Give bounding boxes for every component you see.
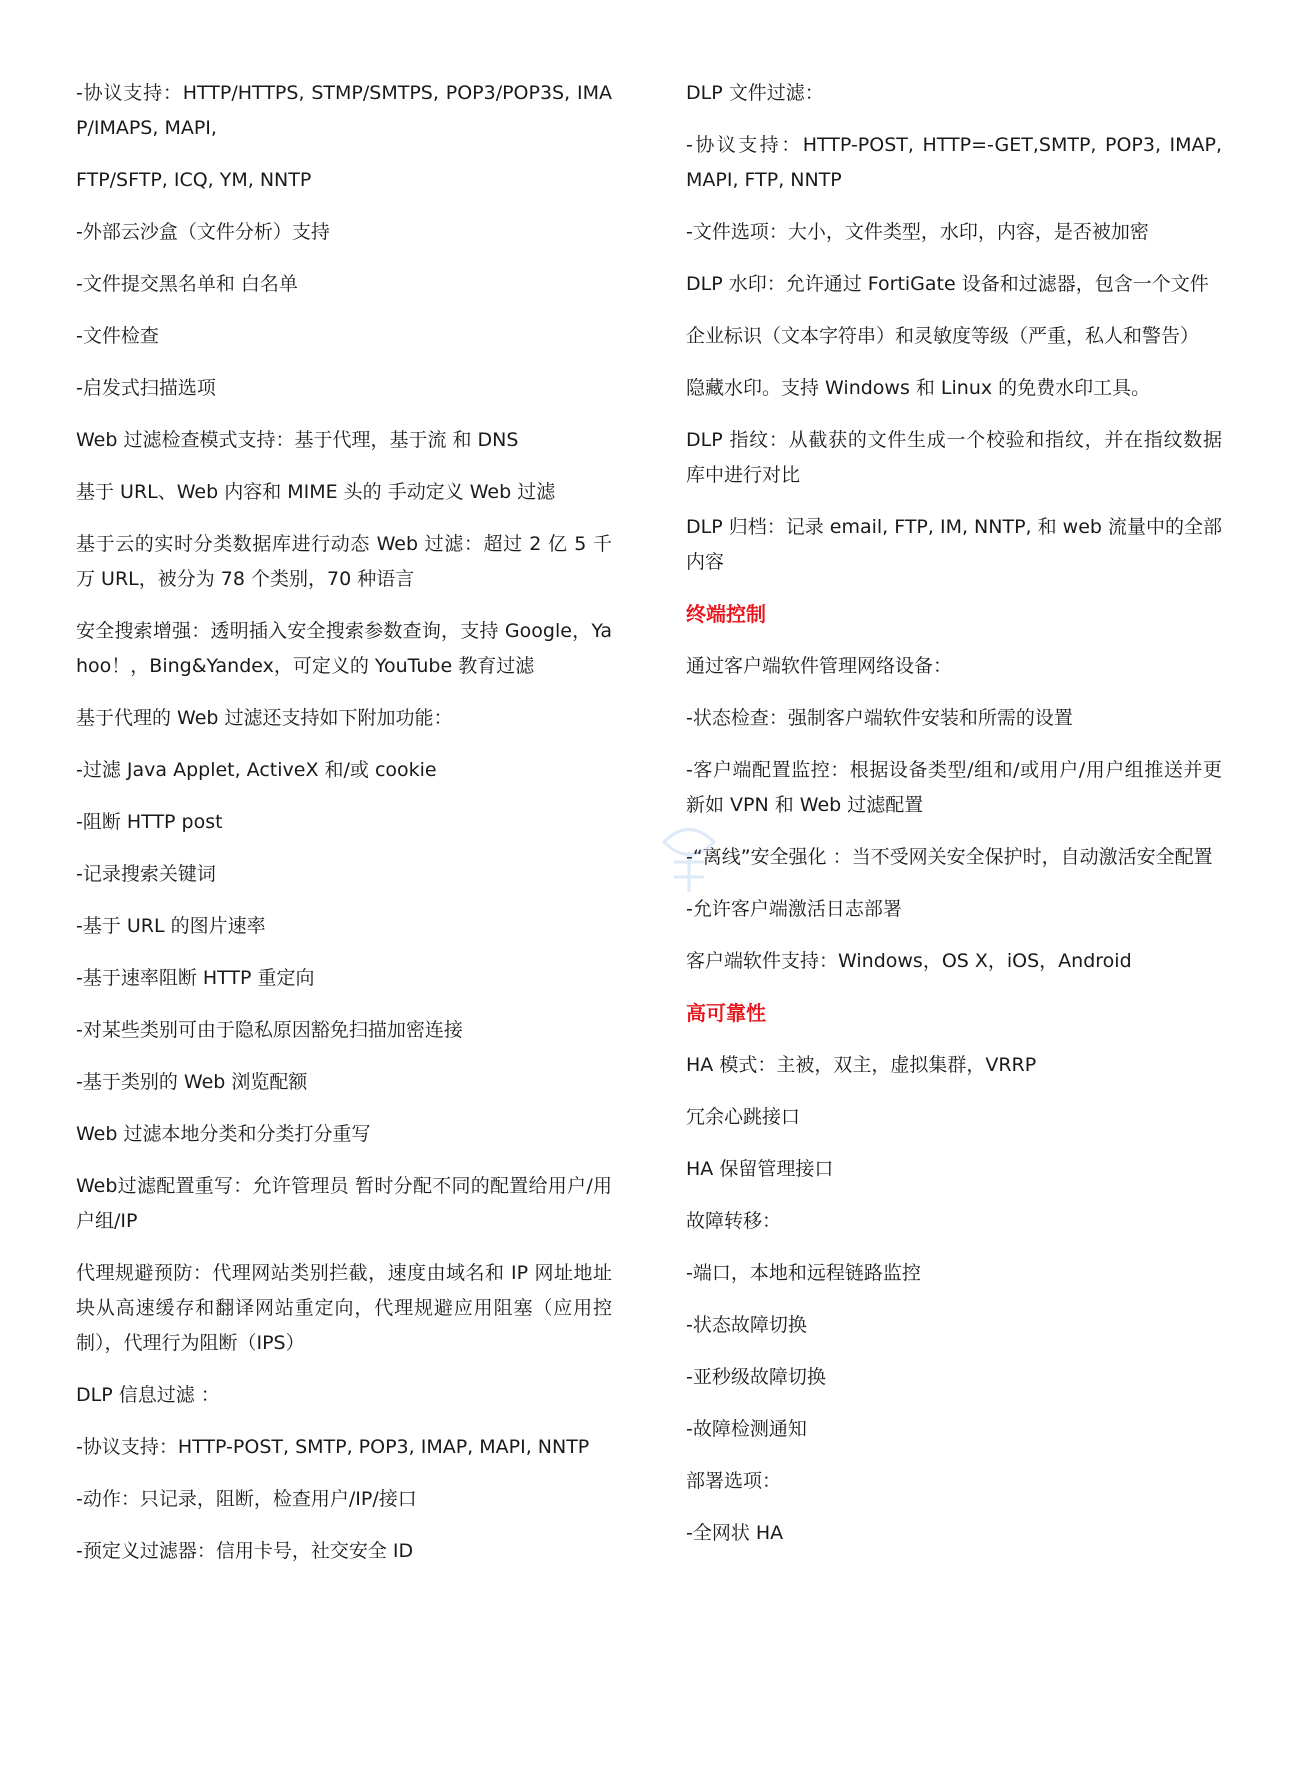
paragraph-line: 基于代理的 Web 过滤还支持如下附加功能：: [76, 707, 453, 729]
paragraph-line: -故障检测通知: [686, 1418, 807, 1440]
right-column: [686, 76, 1222, 1568]
paragraph-line: -对某些类别可由于隐私原因豁免扫描加密连接: [76, 1019, 463, 1041]
paragraph-line: 部署选项：: [686, 1470, 782, 1492]
paragraph-line: -亚秒级故障切换: [686, 1366, 826, 1388]
paragraph-line: -基于类别的 Web 浏览配额: [76, 1071, 308, 1093]
paragraph-line: 基于云的实时分类数据库进行动态 Web 过滤：超过 2 亿 5 千万 URL，被分为 78 个类别，70 种语言: [76, 533, 612, 590]
paragraph-line: -预定义过滤器：信用卡号，社交安全 ID: [76, 1540, 414, 1562]
paragraph-line: -外部云沙盒（文件分析）支持: [76, 221, 330, 243]
section-heading: 高可靠性: [686, 1001, 766, 1025]
paragraph-line: FTP/SFTP, ICQ, YM, NNTP: [76, 169, 312, 191]
paragraph-line: -过滤 Java Applet, ActiveX 和/或 cookie: [76, 759, 437, 781]
paragraph-line: 企业标识（文本字符串）和灵敏度等级（严重，私人和警告）: [686, 325, 1200, 347]
watermark-icon: [654, 812, 724, 902]
paragraph-line: 冗余心跳接口: [686, 1106, 801, 1128]
paragraph-line: Web 过滤检查模式支持：基于代理，基于流 和 DNS: [76, 429, 519, 451]
paragraph-line: 基于 URL、Web 内容和 MIME 头的 手动定义 Web 过滤: [76, 481, 556, 503]
paragraph-line: -基于速率阻断 HTTP 重定向: [76, 967, 315, 989]
paragraph-line: -“离线”安全强化 ：当不受网关安全保护时，自动激活安全配置: [686, 846, 1213, 868]
paragraph-line: HA 保留管理接口: [686, 1158, 834, 1180]
paragraph-line: 通过客户端软件管理网络设备：: [686, 655, 953, 677]
section-heading: 终端控制: [686, 602, 766, 626]
paragraph-line: 代理规避预防：代理网站类别拦截，速度由域名和 IP 网址地址块从高速缓存和翻译网站重定向，代理规避应用阻塞（应用控制），代理行为阻断（IPS）: [76, 1262, 612, 1354]
paragraph-line: -基于 URL 的图片速率: [76, 915, 266, 937]
paragraph-line: -文件选项：大小，文件类型，水印，内容，是否被加密: [686, 221, 1149, 243]
paragraph-line: -协议支持：HTTP-POST, HTTP=-GET,SMTP, POP3, IMAP, MAPI, FTP, NNTP: [686, 134, 1222, 191]
paragraph-line: 客户端软件支持：Windows，OS X，iOS，Android: [686, 950, 1132, 972]
paragraph-line: -状态检查：强制客户端软件安装和所需的设置: [686, 707, 1073, 729]
paragraph-line: 隐藏水印。支持 Windows 和 Linux 的免费水印工具。: [686, 377, 1151, 399]
paragraph-line: -端口，本地和远程链路监控: [686, 1262, 921, 1284]
paragraph-line: HA 模式：主被，双主，虚拟集群，VRRP: [686, 1054, 1037, 1076]
paragraph-line: Web过滤配置重写：允许管理员 暂时分配不同的配置给用户/用户组/IP: [76, 1175, 612, 1232]
paragraph-line: 安全搜索增强：透明插入安全搜索参数查询，支持 Google，Yahoo！，Bing&Yandex，可定义的 YouTube 教育过滤: [76, 620, 612, 677]
paragraph-line: DLP 文件过滤：: [686, 82, 824, 104]
paragraph-line: -客户端配置监控：根据设备类型/组和/或用户/用户组推送并更新如 VPN 和 Web 过滤配置: [686, 759, 1222, 816]
paragraph-line: -状态故障切换: [686, 1314, 807, 1336]
paragraph-line: DLP 指纹：从截获的文件生成一个校验和指纹，并在指纹数据库中进行对比: [686, 429, 1222, 486]
paragraph-line: 故障转移：: [686, 1210, 782, 1232]
paragraph-line: -协议支持：HTTP/HTTPS, STMP/SMTPS, POP3/POP3S, IMAP/IMAPS, MAPI,: [76, 82, 612, 139]
paragraph-line: DLP 归档：记录 email, FTP, IM, NNTP, 和 web 流量中的全部内容: [686, 516, 1222, 573]
paragraph-line: DLP 水印：允许通过 FortiGate 设备和过滤器，包含一个文件: [686, 273, 1209, 295]
paragraph-line: -协议支持：HTTP-POST, SMTP, POP3, IMAP, MAPI, NNTP: [76, 1436, 590, 1458]
paragraph-line: -文件检查: [76, 325, 159, 347]
paragraph-line: -动作：只记录，阻断，检查用户/IP/接口: [76, 1488, 417, 1510]
left-column: [76, 76, 612, 1586]
paragraph-line: DLP 信息过滤 ：: [76, 1384, 220, 1406]
paragraph-line: -允许客户端激活日志部署: [686, 898, 902, 920]
paragraph-line: -记录搜索关键词: [76, 863, 216, 885]
paragraph-line: -全网状 HA: [686, 1522, 784, 1544]
paragraph-line: -文件提交黑名单和 白名单: [76, 273, 298, 295]
paragraph-line: -阻断 HTTP post: [76, 811, 223, 833]
paragraph-line: -启发式扫描选项: [76, 377, 216, 399]
paragraph-line: Web 过滤本地分类和分类打分重写: [76, 1123, 371, 1145]
